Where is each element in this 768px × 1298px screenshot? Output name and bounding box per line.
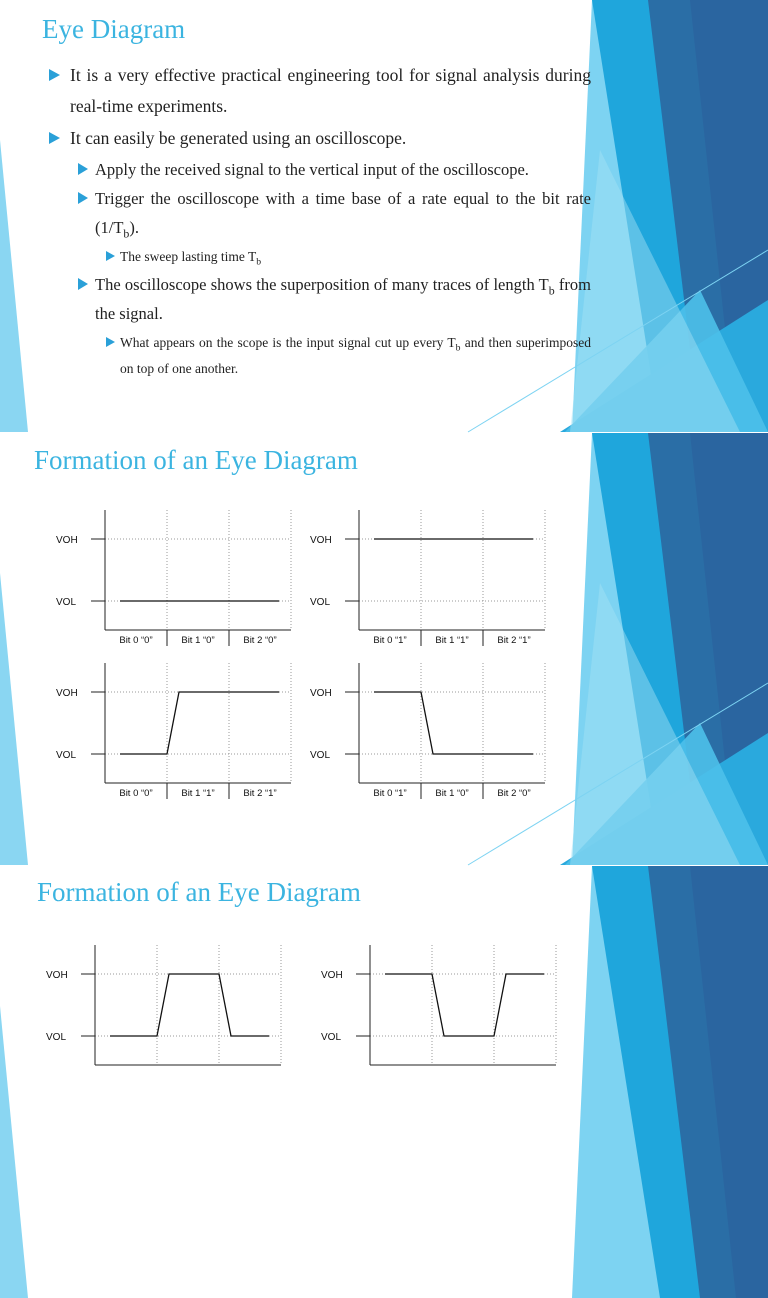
bit-label: Bit 0 “0” (119, 635, 153, 646)
bit-label: Bit 2 “1” (243, 788, 277, 799)
bit-label: Bit 2 “0” (243, 635, 277, 646)
bullet-arrow-icon (78, 278, 88, 290)
bullet-text: It can easily be generated using an oscilloscope. (70, 128, 407, 148)
slide-2 (0, 433, 768, 865)
bit-label: Bit 1 “1” (435, 635, 469, 646)
waveform-panel (50, 658, 300, 810)
vol-label: VOL (310, 750, 331, 761)
bit-label: Bit 1 “0” (435, 788, 469, 799)
bullet-arrow-icon (49, 69, 60, 81)
waveform-panel (304, 505, 554, 657)
bit-label: Bit 1 “1” (181, 788, 215, 799)
bullet-text: The oscilloscope shows the superposition of many traces of length $T_b$ from the signal. (95, 275, 591, 323)
waveform-panel (304, 658, 554, 810)
bullet-arrow-icon (78, 192, 88, 204)
bullet-item (49, 60, 591, 122)
bullet-text: Apply the received signal to the vertical input of the oscilloscope. (95, 160, 529, 179)
bullet-item (49, 123, 591, 154)
voh-label: VOH (310, 535, 332, 546)
vol-label: VOL (321, 1032, 342, 1043)
bullet-arrow-icon (78, 163, 88, 175)
voh-label: VOH (56, 688, 78, 699)
bullet-arrow-icon (106, 337, 115, 347)
voh-label: VOH (46, 970, 68, 981)
bullet-arrow-icon (49, 132, 60, 144)
bullet-text: Trigger the oscilloscope with a time base of a rate equal to the bit rate $(1/T_b)$. (95, 189, 591, 241)
voh-label: VOH (56, 535, 78, 546)
bullet-arrow-icon (106, 251, 115, 261)
voh-label: VOH (310, 688, 332, 699)
slide-1 (0, 0, 768, 432)
vol-label: VOL (56, 750, 77, 761)
voh-label: VOH (321, 970, 343, 981)
bit-label: Bit 2 “1” (497, 635, 531, 646)
bullet-text: What appears on the scope is the input signal cut up every $T_b$ and then superimposed on top of one another. (120, 335, 591, 376)
sub-sub-bullet-item (106, 244, 591, 270)
bit-label: Bit 1 “0” (181, 635, 215, 646)
bit-label: Bit 0 “0” (119, 788, 153, 799)
bit-label: Bit 2 “0” (497, 788, 531, 799)
slide-title: Formation of an Eye Diagram (37, 877, 361, 907)
slide-title: Formation of an Eye Diagram (34, 445, 358, 475)
signal-trace (110, 974, 269, 1036)
slide-title: Eye Diagram (42, 14, 186, 44)
sub-bullet-item (78, 270, 591, 328)
sub-bullet-item (78, 184, 591, 242)
signal-trace (120, 692, 279, 754)
bit-label: Bit 0 “1” (373, 788, 407, 799)
bullet-text: It is a very effective practical engineering tool for signal analysis during real-time experiments. (70, 65, 591, 116)
signal-trace (374, 692, 533, 754)
sub-bullet-item (78, 155, 591, 184)
slide-3 (0, 866, 768, 1043)
vol-label: VOL (310, 597, 331, 608)
vol-label: VOL (56, 597, 77, 608)
waveform-panel (315, 940, 565, 1092)
bit-label: Bit 0 “1” (373, 635, 407, 646)
waveform-panel (40, 940, 290, 1092)
vol-label: VOL (46, 1032, 67, 1043)
sub-sub-bullet-item (106, 330, 591, 382)
waveform-panel (50, 505, 300, 657)
bullet-text: The sweep lasting time $T_b$ (120, 249, 262, 268)
signal-trace (385, 974, 544, 1036)
